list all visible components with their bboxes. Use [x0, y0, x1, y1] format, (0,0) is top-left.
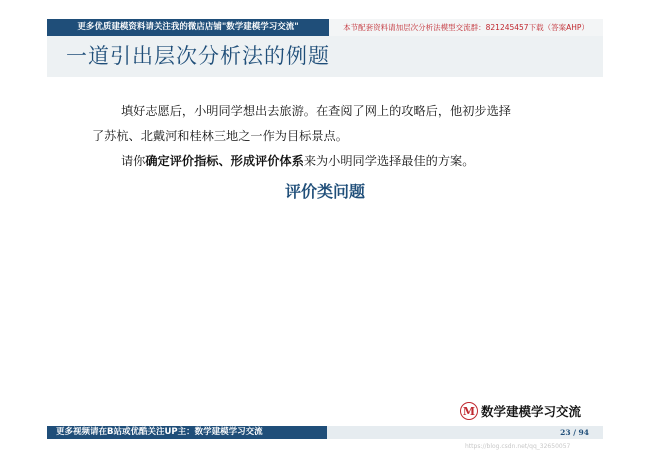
watermark-text: https://blog.csdn.net/qq_32650057: [465, 443, 571, 450]
paragraph-1: 填好志愿后，小明同学想出去旅游。在查阅了网上的攻略后，他初步选择: [121, 104, 511, 118]
paragraph-2: 了苏杭、北戴河和桂林三地之一作为目标景点。: [92, 129, 348, 143]
title-band: [47, 36, 603, 77]
footer-right: [327, 426, 603, 439]
paragraph-3-bold: 确定评价指标、形成评价体系: [145, 154, 304, 168]
page-number: 23 / 94: [560, 428, 589, 437]
brand-logo: [460, 400, 581, 422]
paragraph-3-start: 请你: [121, 154, 146, 168]
paragraph-3: [121, 152, 474, 170]
paragraph-3-end: 来为小明同学选择最佳的方案。: [303, 154, 475, 168]
subheading: 评价类问题: [284, 182, 365, 201]
top-banner: [47, 19, 603, 36]
footer-left-text: 更多视频请在B站或优酷关注UP主：数学建模学习交流: [47, 426, 327, 439]
logo-m-icon: M: [460, 402, 478, 420]
top-banner-right: 本节配套资料请加层次分析法模型交流群：821245457下载（答案AHP）: [329, 19, 603, 36]
logo-text: 数学建模学习交流: [481, 404, 582, 419]
footer-bar: [47, 426, 603, 439]
top-banner-left: 更多优质建模资料请关注我的微店店铺"数学建模学习交流": [47, 19, 329, 36]
slide-title: 一道引出层次分析法的例题: [66, 44, 330, 68]
